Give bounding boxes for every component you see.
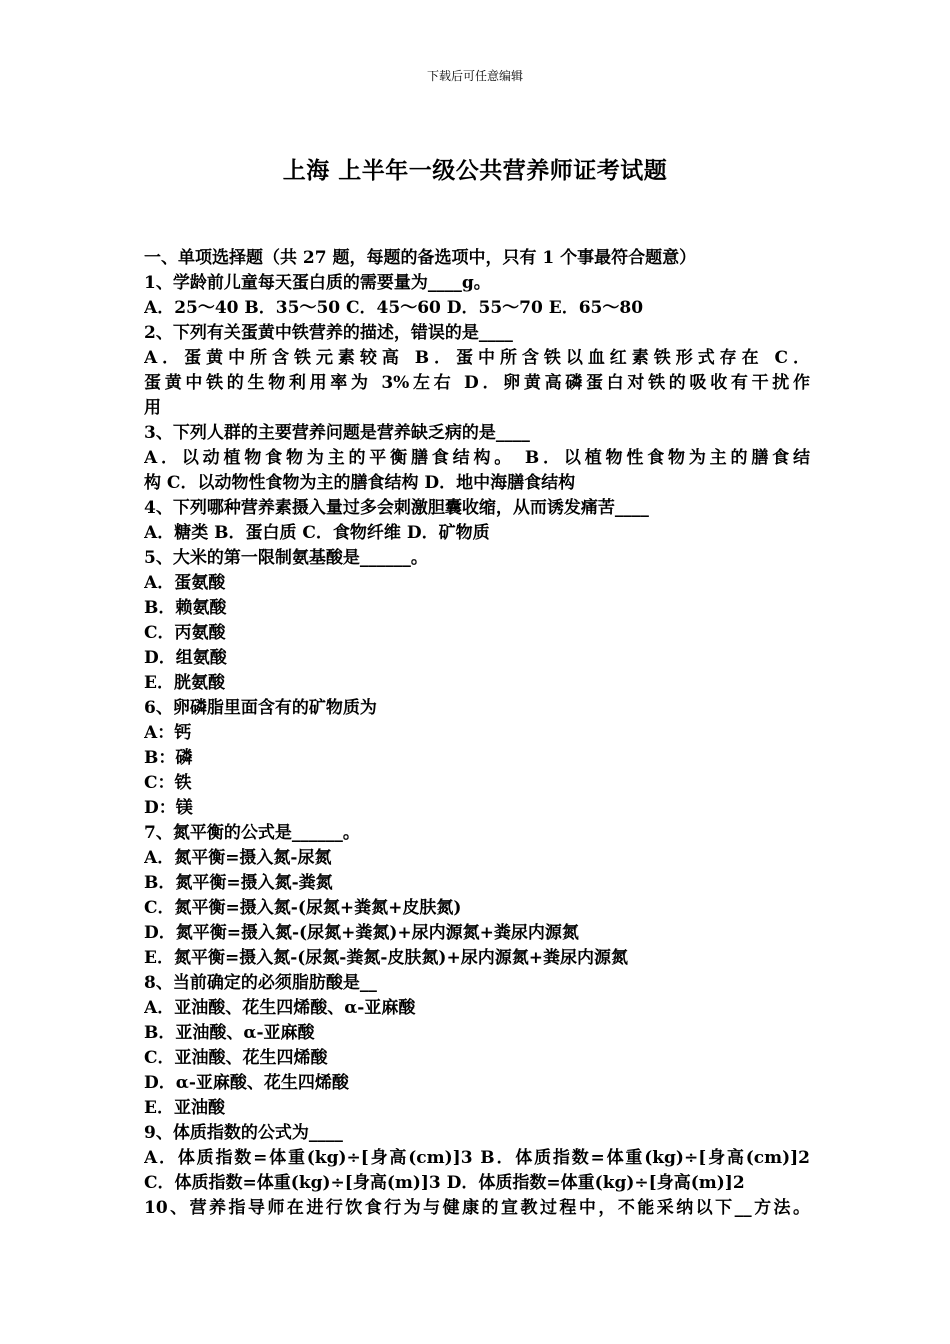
question-7-option-e: E．氮平衡=摄入氮-(尿氮-粪氮-皮肤氮)+尿内源氮+粪尿内源氮 xyxy=(144,948,628,968)
question-5-option-d: D．组氨酸 xyxy=(144,648,227,668)
question-5-option-e: E．胱氨酸 xyxy=(144,673,225,693)
header-note: 下载后可任意编辑 xyxy=(426,69,523,83)
question-9-options-line-2: C．体质指数=体重(kg)÷[身高(m)]3 D．体质指数=体重(kg)÷[身高(m)]2 xyxy=(144,1173,745,1193)
question-6-option-a: A：钙 xyxy=(144,723,192,743)
question-5-option-a: A．蛋氨酸 xyxy=(144,573,226,593)
question-6-option-b: B：磷 xyxy=(144,748,193,768)
question-5: 5、大米的第一限制氨基酸是______。 xyxy=(144,548,428,568)
question-8-option-d: D．α-亚麻酸、花生四烯酸 xyxy=(144,1073,349,1093)
question-3: 3、下列人群的主要营养问题是营养缺乏病的是____ xyxy=(144,423,530,443)
question-9: 9、体质指数的公式为____ xyxy=(144,1123,343,1143)
question-7-option-d: D．氮平衡=摄入氮-(尿氮+粪氮)+尿内源氮+粪尿内源氮 xyxy=(144,923,579,943)
question-2: 2、下列有关蛋黄中铁营养的描述，错误的是____ xyxy=(144,323,513,343)
question-6-option-d: D：镁 xyxy=(144,798,193,818)
question-1-options: A．25～40 B．35～50 C．45～60 D．55～70 E．65～80 xyxy=(144,298,644,318)
document-title: 上海 上半年一级公共营养师证考试题 xyxy=(282,157,668,184)
question-3-options-line-2: 构 C．以动物性食物为主的膳食结构 D．地中海膳食结构 xyxy=(144,473,576,493)
question-5-option-c: C．丙氨酸 xyxy=(144,623,226,643)
question-10: 10、营养指导师在进行饮食行为与健康的宣教过程中，不能采纳以下__方法。 xyxy=(144,1198,810,1218)
question-8-option-e: E．亚油酸 xyxy=(144,1098,225,1118)
question-4: 4、下列哪种营养素摄入量过多会刺激胆囊收缩，从而诱发痛苦____ xyxy=(144,498,649,518)
question-4-options: A．糖类 B．蛋白质 C．食物纤维 D．矿物质 xyxy=(144,523,490,543)
question-9-options-line-1: A．体质指数=体重(kg)÷[身高(cm)]3 B．体质指数=体重(kg)÷[身高(cm)]2 xyxy=(144,1148,810,1168)
question-8: 8、当前确定的必须脂肪酸是__ xyxy=(144,973,377,993)
question-3-options-line-1: A．以动植物食物为主的平衡膳食结构。 B．以植物性食物为主的膳食结 xyxy=(144,448,810,468)
question-7-option-b: B．氮平衡=摄入氮-粪氮 xyxy=(144,873,333,893)
question-8-option-c: C．亚油酸、花生四烯酸 xyxy=(144,1048,328,1068)
section-heading: 一、单项选择题（共 27 题，每题的备选项中，只有 1 个事最符合题意） xyxy=(144,248,697,268)
document-body xyxy=(144,246,810,1221)
question-2-options-line-2: 蛋黄中铁的生物利用率为 3%左右 D．卵黄高磷蛋白对铁的吸收有干扰作 xyxy=(144,373,810,393)
question-7: 7、氮平衡的公式是______。 xyxy=(144,823,360,843)
question-8-option-b: B．亚油酸、α-亚麻酸 xyxy=(144,1023,315,1043)
question-7-option-c: C．氮平衡=摄入氮-(尿氮+粪氮+皮肤氮) xyxy=(144,898,462,918)
question-6-option-c: C：铁 xyxy=(144,773,192,793)
question-6: 6、卵磷脂里面含有的矿物质为 xyxy=(144,698,377,718)
question-1: 1、学龄前儿童每天蛋白质的需要量为____g。 xyxy=(144,273,491,293)
question-2-options-line-3: 用 xyxy=(144,398,161,418)
question-2-options-line-1: A．蛋黄中所含铁元素较高 B．蛋中所含铁以血红素铁形式存在 C． xyxy=(144,348,810,368)
question-5-option-b: B．赖氨酸 xyxy=(144,598,227,618)
question-8-option-a: A．亚油酸、花生四烯酸、α-亚麻酸 xyxy=(144,998,416,1018)
question-7-option-a: A．氮平衡=摄入氮-尿氮 xyxy=(144,848,332,868)
